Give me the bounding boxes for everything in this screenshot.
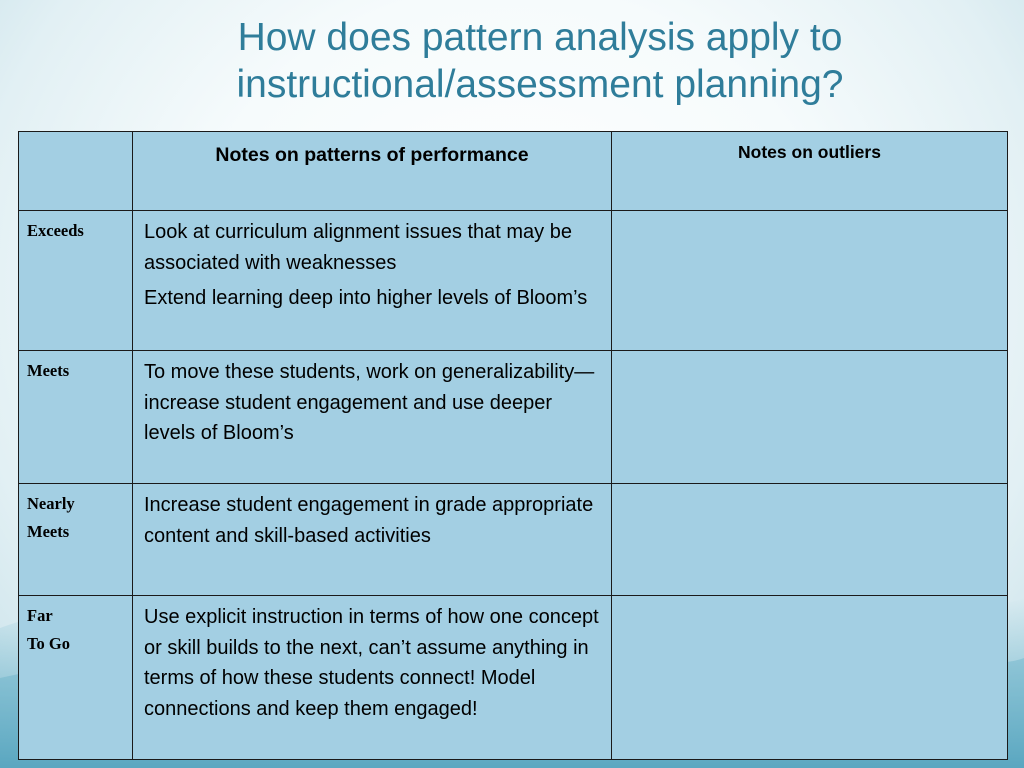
level-label	[19, 351, 133, 484]
note-paragraph: Increase student engagement in grade appropriate content and skill-based activities	[144, 494, 594, 547]
level-label	[19, 596, 133, 760]
note-paragraph: Look at curriculum alignment issues that may be associated with weaknesses	[144, 221, 572, 274]
level-text: Meets	[27, 361, 70, 380]
level-text: Nearly	[27, 494, 75, 513]
outliers-notes	[612, 351, 1008, 484]
patterns-notes	[133, 596, 612, 760]
patterns-notes	[133, 351, 612, 484]
header-patterns: Notes on patterns of performance	[133, 132, 612, 211]
pattern-analysis-table	[18, 131, 1008, 760]
outliers-notes	[612, 596, 1008, 760]
header-row	[19, 132, 1008, 211]
slide-title: How does pattern analysis apply to instructional/assessment planning?	[236, 16, 844, 106]
level-text: To Go	[27, 634, 70, 653]
outliers-notes	[612, 484, 1008, 596]
level-label	[19, 211, 133, 351]
note-paragraph: Use explicit instruction in terms of how one concept or skill builds to the next, can’t assume anything in terms of how these students connect! Model connections and keep them engaged!	[144, 606, 599, 720]
table-row	[19, 596, 1008, 760]
patterns-notes	[133, 211, 612, 351]
table-row	[19, 211, 1008, 351]
table-row	[19, 351, 1008, 484]
note-paragraph: To move these students, work on generalizability—increase student engagement and use deeper levels of Bloom’s	[144, 361, 595, 444]
table-row	[19, 484, 1008, 596]
level-text: Far	[27, 606, 53, 625]
patterns-notes	[133, 484, 612, 596]
level-label	[19, 484, 133, 596]
level-text: Meets	[27, 522, 70, 541]
header-outliers: Notes on outliers	[612, 132, 1008, 211]
note-paragraph: Extend learning deep into higher levels of Bloom’s	[144, 287, 588, 309]
corner-cell	[19, 132, 133, 211]
outliers-notes	[612, 211, 1008, 351]
level-text: Exceeds	[27, 221, 84, 240]
